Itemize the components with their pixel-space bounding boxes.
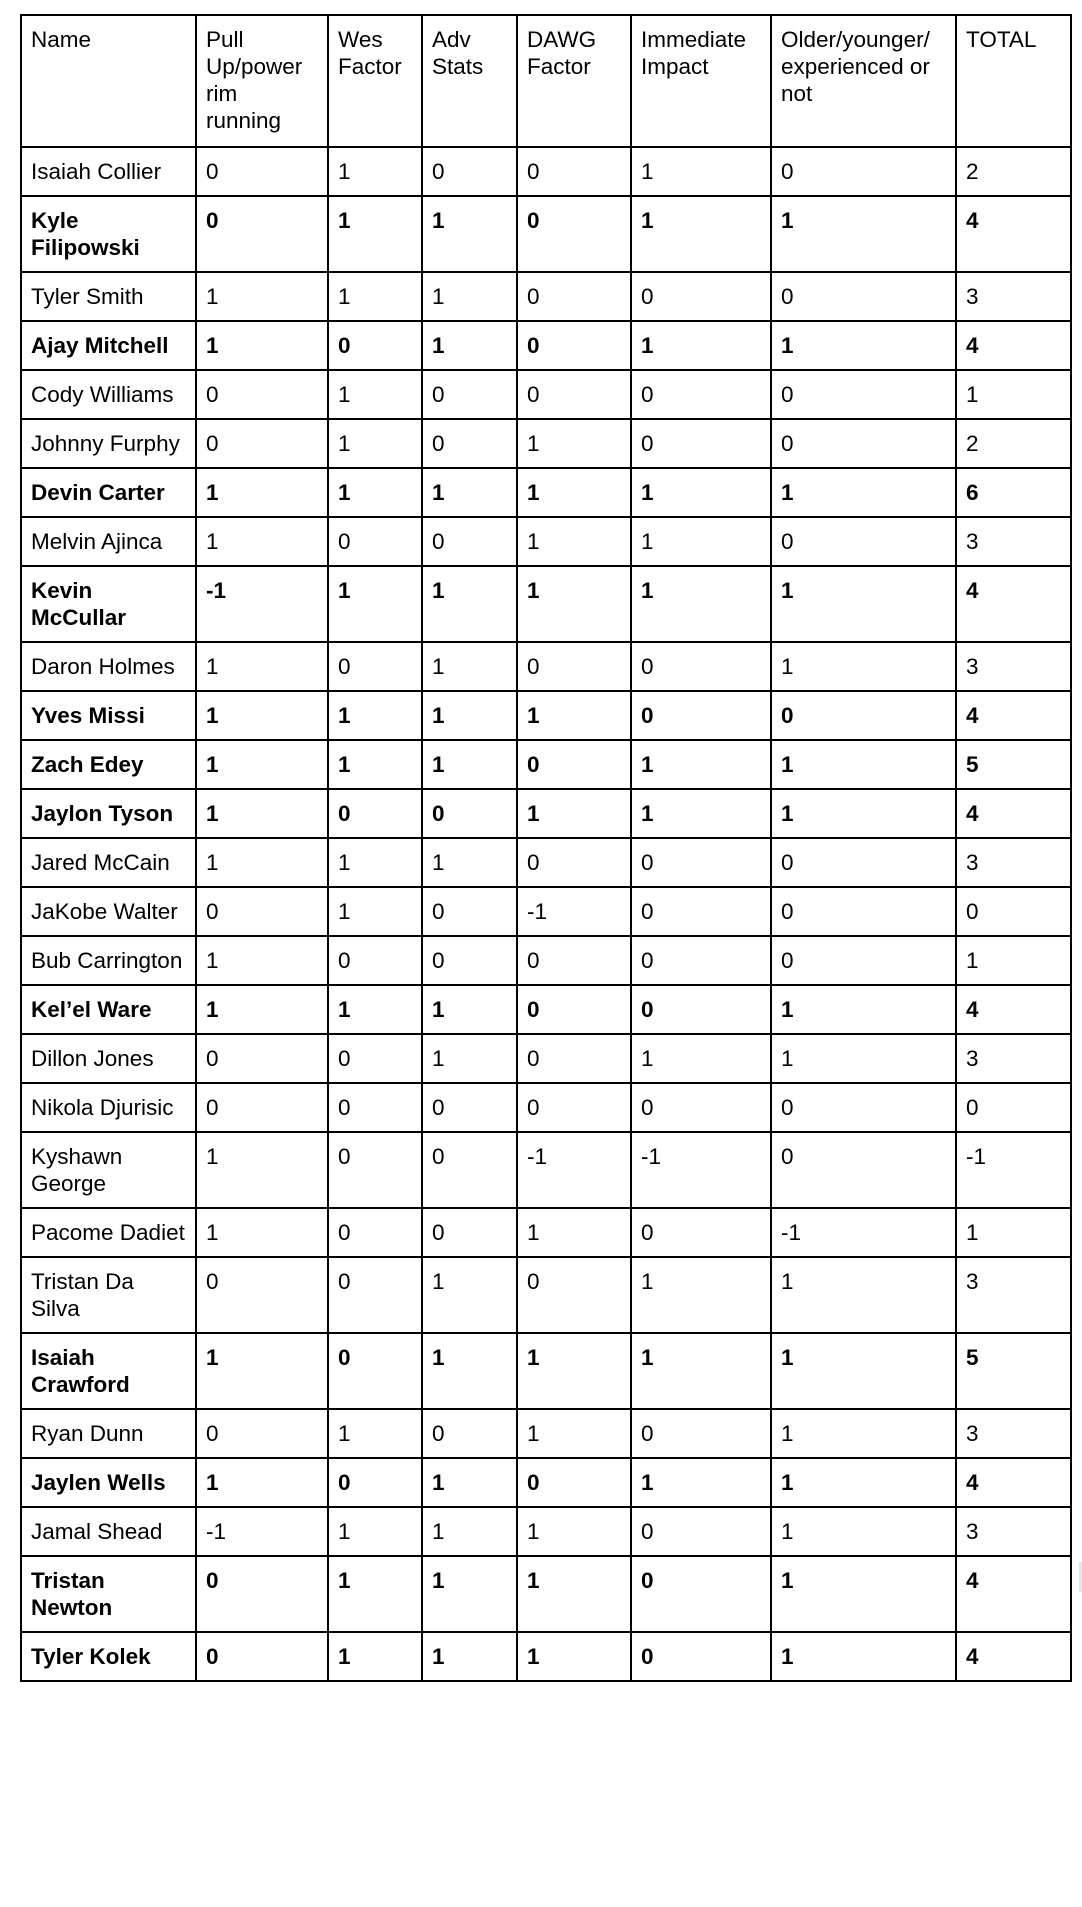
pull-up-cell: 0: [196, 196, 328, 272]
table-row: [21, 1034, 1071, 1083]
total-cell: 3: [956, 272, 1071, 321]
adv-stats-cell: 0: [422, 1083, 517, 1132]
experience-cell: 1: [771, 642, 956, 691]
wes-factor-cell: 0: [328, 1034, 422, 1083]
name-cell: Ajay Mitchell: [21, 321, 196, 370]
adv-stats-cell: 1: [422, 468, 517, 517]
pull-up-cell: 0: [196, 887, 328, 936]
pull-up-cell: 1: [196, 985, 328, 1034]
adv-stats-cell: 0: [422, 419, 517, 468]
experience-cell: 0: [771, 1083, 956, 1132]
pull-up-cell: 0: [196, 1632, 328, 1681]
table-row: [21, 740, 1071, 789]
total-cell: 4: [956, 1458, 1071, 1507]
table-row: [21, 147, 1071, 196]
immediate-impact-cell: 1: [631, 1034, 771, 1083]
wes-factor-cell: 1: [328, 1409, 422, 1458]
name-cell: Kevin McCullar: [21, 566, 196, 642]
header-total: TOTAL: [956, 15, 1071, 147]
header-immediate-impact: Immediate Impact: [631, 15, 771, 147]
total-cell: 4: [956, 321, 1071, 370]
adv-stats-cell: 1: [422, 196, 517, 272]
wes-factor-cell: 0: [328, 642, 422, 691]
experience-cell: 1: [771, 196, 956, 272]
wes-factor-cell: 0: [328, 789, 422, 838]
immediate-impact-cell: 0: [631, 838, 771, 887]
table-row: [21, 1409, 1071, 1458]
total-cell: 4: [956, 566, 1071, 642]
pull-up-cell: 1: [196, 1208, 328, 1257]
dawg-factor-cell: 0: [517, 1458, 631, 1507]
table-row: [21, 936, 1071, 985]
immediate-impact-cell: 1: [631, 789, 771, 838]
pull-up-cell: 1: [196, 272, 328, 321]
experience-cell: 1: [771, 789, 956, 838]
experience-cell: 0: [771, 272, 956, 321]
experience-cell: 0: [771, 936, 956, 985]
dawg-factor-cell: 1: [517, 517, 631, 566]
dawg-factor-cell: 0: [517, 985, 631, 1034]
immediate-impact-cell: 0: [631, 887, 771, 936]
adv-stats-cell: 0: [422, 147, 517, 196]
table-row: [21, 1208, 1071, 1257]
table-body: [21, 147, 1071, 1681]
table-row: [21, 838, 1071, 887]
dawg-factor-cell: 0: [517, 272, 631, 321]
name-cell: Yves Missi: [21, 691, 196, 740]
table-row: [21, 517, 1071, 566]
immediate-impact-cell: -1: [631, 1132, 771, 1208]
experience-cell: 1: [771, 1333, 956, 1409]
total-cell: 4: [956, 1556, 1071, 1632]
adv-stats-cell: 1: [422, 740, 517, 789]
wes-factor-cell: 0: [328, 321, 422, 370]
total-cell: 2: [956, 147, 1071, 196]
table-row: [21, 1458, 1071, 1507]
immediate-impact-cell: 0: [631, 1208, 771, 1257]
dawg-factor-cell: 0: [517, 1034, 631, 1083]
dawg-factor-cell: 1: [517, 1632, 631, 1681]
total-cell: -1: [956, 1132, 1071, 1208]
pull-up-cell: 1: [196, 642, 328, 691]
dawg-factor-cell: 1: [517, 1556, 631, 1632]
pull-up-cell: -1: [196, 1507, 328, 1556]
table-row: [21, 566, 1071, 642]
table-row: [21, 1132, 1071, 1208]
pull-up-cell: 0: [196, 419, 328, 468]
total-cell: 5: [956, 1333, 1071, 1409]
wes-factor-cell: 0: [328, 1083, 422, 1132]
immediate-impact-cell: 1: [631, 147, 771, 196]
immediate-impact-cell: 0: [631, 1409, 771, 1458]
draft-prospect-table: [20, 14, 1072, 1682]
immediate-impact-cell: 0: [631, 1083, 771, 1132]
table-row: [21, 887, 1071, 936]
total-cell: 1: [956, 1208, 1071, 1257]
experience-cell: 1: [771, 468, 956, 517]
experience-cell: 1: [771, 566, 956, 642]
table-row: [21, 1507, 1071, 1556]
adv-stats-cell: 0: [422, 1132, 517, 1208]
table-row: [21, 1632, 1071, 1681]
immediate-impact-cell: 0: [631, 419, 771, 468]
dawg-factor-cell: 0: [517, 1257, 631, 1333]
pull-up-cell: 0: [196, 1257, 328, 1333]
name-cell: Dillon Jones: [21, 1034, 196, 1083]
adv-stats-cell: 1: [422, 566, 517, 642]
immediate-impact-cell: 0: [631, 1632, 771, 1681]
experience-cell: 0: [771, 838, 956, 887]
name-cell: Cody Williams: [21, 370, 196, 419]
total-cell: 3: [956, 838, 1071, 887]
pull-up-cell: 0: [196, 1083, 328, 1132]
dawg-factor-cell: 1: [517, 1208, 631, 1257]
experience-cell: 1: [771, 1632, 956, 1681]
wes-factor-cell: 1: [328, 1632, 422, 1681]
immediate-impact-cell: 0: [631, 370, 771, 419]
experience-cell: 0: [771, 1132, 956, 1208]
table-row: [21, 1083, 1071, 1132]
experience-cell: 1: [771, 1507, 956, 1556]
name-cell: Tristan Newton: [21, 1556, 196, 1632]
table-row: [21, 642, 1071, 691]
adv-stats-cell: 0: [422, 789, 517, 838]
name-cell: Ryan Dunn: [21, 1409, 196, 1458]
experience-cell: 0: [771, 147, 956, 196]
total-cell: 0: [956, 887, 1071, 936]
adv-stats-cell: 1: [422, 1556, 517, 1632]
adv-stats-cell: 1: [422, 642, 517, 691]
experience-cell: 0: [771, 887, 956, 936]
wes-factor-cell: 1: [328, 566, 422, 642]
immediate-impact-cell: 1: [631, 740, 771, 789]
dawg-factor-cell: 0: [517, 196, 631, 272]
name-cell: Daron Holmes: [21, 642, 196, 691]
immediate-impact-cell: 0: [631, 936, 771, 985]
adv-stats-cell: 1: [422, 1507, 517, 1556]
name-cell: Devin Carter: [21, 468, 196, 517]
name-cell: Jared McCain: [21, 838, 196, 887]
table-row: [21, 985, 1071, 1034]
adv-stats-cell: 0: [422, 1208, 517, 1257]
dawg-factor-cell: 1: [517, 1409, 631, 1458]
total-cell: 3: [956, 517, 1071, 566]
wes-factor-cell: 1: [328, 272, 422, 321]
wes-factor-cell: 0: [328, 1132, 422, 1208]
dawg-factor-cell: 0: [517, 642, 631, 691]
adv-stats-cell: 1: [422, 838, 517, 887]
adv-stats-cell: 1: [422, 1458, 517, 1507]
name-cell: Jaylen Wells: [21, 1458, 196, 1507]
immediate-impact-cell: 0: [631, 1507, 771, 1556]
table-row: [21, 370, 1071, 419]
name-cell: Bub Carrington: [21, 936, 196, 985]
name-cell: Nikola Djurisic: [21, 1083, 196, 1132]
pull-up-cell: 1: [196, 1333, 328, 1409]
header-pull-up: Pull Up/power rim running: [196, 15, 328, 147]
dawg-factor-cell: 1: [517, 419, 631, 468]
table-row: [21, 789, 1071, 838]
name-cell: Isaiah Collier: [21, 147, 196, 196]
dawg-factor-cell: 1: [517, 1507, 631, 1556]
adv-stats-cell: 1: [422, 1333, 517, 1409]
immediate-impact-cell: 1: [631, 468, 771, 517]
table-row: [21, 1257, 1071, 1333]
pull-up-cell: 0: [196, 1556, 328, 1632]
wes-factor-cell: 1: [328, 1556, 422, 1632]
name-cell: Tyler Smith: [21, 272, 196, 321]
experience-cell: 1: [771, 1257, 956, 1333]
table-row: [21, 1556, 1071, 1632]
pull-up-cell: 0: [196, 1409, 328, 1458]
adv-stats-cell: 1: [422, 321, 517, 370]
experience-cell: 1: [771, 321, 956, 370]
adv-stats-cell: 0: [422, 370, 517, 419]
header-wes-factor: Wes Factor: [328, 15, 422, 147]
dawg-factor-cell: 0: [517, 740, 631, 789]
total-cell: 4: [956, 196, 1071, 272]
header-name: Name: [21, 15, 196, 147]
wes-factor-cell: 0: [328, 936, 422, 985]
total-cell: 3: [956, 1257, 1071, 1333]
wes-factor-cell: 1: [328, 468, 422, 517]
table-row: [21, 691, 1071, 740]
experience-cell: -1: [771, 1208, 956, 1257]
experience-cell: 0: [771, 370, 956, 419]
immediate-impact-cell: 1: [631, 196, 771, 272]
adv-stats-cell: 0: [422, 887, 517, 936]
experience-cell: 0: [771, 691, 956, 740]
name-cell: Jamal Shead: [21, 1507, 196, 1556]
pull-up-cell: 1: [196, 740, 328, 789]
name-cell: JaKobe Walter: [21, 887, 196, 936]
wes-factor-cell: 0: [328, 1257, 422, 1333]
name-cell: Jaylon Tyson: [21, 789, 196, 838]
header-adv-stats: Adv Stats: [422, 15, 517, 147]
total-cell: 0: [956, 1083, 1071, 1132]
total-cell: 3: [956, 1034, 1071, 1083]
immediate-impact-cell: 1: [631, 1257, 771, 1333]
total-cell: 5: [956, 740, 1071, 789]
immediate-impact-cell: 0: [631, 272, 771, 321]
experience-cell: 1: [771, 740, 956, 789]
immediate-impact-cell: 0: [631, 985, 771, 1034]
total-cell: 3: [956, 1507, 1071, 1556]
experience-cell: 1: [771, 1458, 956, 1507]
wes-factor-cell: 1: [328, 691, 422, 740]
pull-up-cell: 1: [196, 468, 328, 517]
pull-up-cell: 0: [196, 1034, 328, 1083]
adv-stats-cell: 1: [422, 691, 517, 740]
name-cell: Zach Edey: [21, 740, 196, 789]
table-row: [21, 468, 1071, 517]
pull-up-cell: 0: [196, 147, 328, 196]
wes-factor-cell: 1: [328, 740, 422, 789]
total-cell: 4: [956, 789, 1071, 838]
total-cell: 4: [956, 985, 1071, 1034]
name-cell: Isaiah Crawford: [21, 1333, 196, 1409]
total-cell: 4: [956, 1632, 1071, 1681]
adv-stats-cell: 1: [422, 1257, 517, 1333]
adv-stats-cell: 1: [422, 1632, 517, 1681]
pull-up-cell: 1: [196, 1132, 328, 1208]
name-cell: Kel’el Ware: [21, 985, 196, 1034]
dawg-factor-cell: 1: [517, 468, 631, 517]
wes-factor-cell: 1: [328, 887, 422, 936]
dawg-factor-cell: 0: [517, 838, 631, 887]
immediate-impact-cell: 1: [631, 321, 771, 370]
name-cell: Pacome Dadiet: [21, 1208, 196, 1257]
pull-up-cell: 1: [196, 517, 328, 566]
dawg-factor-cell: 0: [517, 370, 631, 419]
pull-up-cell: 1: [196, 936, 328, 985]
dawg-factor-cell: -1: [517, 887, 631, 936]
adv-stats-cell: 0: [422, 936, 517, 985]
dawg-factor-cell: 1: [517, 789, 631, 838]
immediate-impact-cell: 1: [631, 1458, 771, 1507]
total-cell: 1: [956, 370, 1071, 419]
wes-factor-cell: 1: [328, 419, 422, 468]
total-cell: 3: [956, 642, 1071, 691]
adv-stats-cell: 0: [422, 517, 517, 566]
experience-cell: 0: [771, 419, 956, 468]
wes-factor-cell: 0: [328, 1458, 422, 1507]
name-cell: Kyle Filipowski: [21, 196, 196, 272]
dawg-factor-cell: 1: [517, 1333, 631, 1409]
wes-factor-cell: 0: [328, 1333, 422, 1409]
experience-cell: 1: [771, 985, 956, 1034]
dawg-factor-cell: 1: [517, 691, 631, 740]
dawg-factor-cell: 0: [517, 147, 631, 196]
total-cell: 3: [956, 1409, 1071, 1458]
header-dawg-factor: DAWG Factor: [517, 15, 631, 147]
header-row: [21, 15, 1071, 147]
name-cell: Kyshawn George: [21, 1132, 196, 1208]
total-cell: 2: [956, 419, 1071, 468]
experience-cell: 0: [771, 517, 956, 566]
total-cell: 4: [956, 691, 1071, 740]
dawg-factor-cell: -1: [517, 1132, 631, 1208]
name-cell: Melvin Ajinca: [21, 517, 196, 566]
immediate-impact-cell: 0: [631, 691, 771, 740]
wes-factor-cell: 1: [328, 147, 422, 196]
immediate-impact-cell: 1: [631, 566, 771, 642]
adv-stats-cell: 1: [422, 1034, 517, 1083]
pull-up-cell: 1: [196, 321, 328, 370]
table-row: [21, 1333, 1071, 1409]
total-cell: 6: [956, 468, 1071, 517]
table-row: [21, 419, 1071, 468]
total-cell: 1: [956, 936, 1071, 985]
pull-up-cell: -1: [196, 566, 328, 642]
experience-cell: 1: [771, 1034, 956, 1083]
wes-factor-cell: 1: [328, 196, 422, 272]
dawg-factor-cell: 1: [517, 566, 631, 642]
immediate-impact-cell: 0: [631, 1556, 771, 1632]
table-row: [21, 272, 1071, 321]
wes-factor-cell: 0: [328, 517, 422, 566]
name-cell: Johnny Furphy: [21, 419, 196, 468]
adv-stats-cell: 1: [422, 272, 517, 321]
experience-cell: 1: [771, 1556, 956, 1632]
name-cell: Tyler Kolek: [21, 1632, 196, 1681]
adv-stats-cell: 0: [422, 1409, 517, 1458]
dawg-factor-cell: 0: [517, 321, 631, 370]
header-experience: Older/younger/ experienced or not: [771, 15, 956, 147]
pull-up-cell: 0: [196, 370, 328, 419]
pull-up-cell: 1: [196, 789, 328, 838]
wes-factor-cell: 0: [328, 1208, 422, 1257]
wes-factor-cell: 1: [328, 370, 422, 419]
wes-factor-cell: 1: [328, 838, 422, 887]
wes-factor-cell: 1: [328, 985, 422, 1034]
wes-factor-cell: 1: [328, 1507, 422, 1556]
immediate-impact-cell: 1: [631, 517, 771, 566]
table-row: [21, 321, 1071, 370]
pull-up-cell: 1: [196, 838, 328, 887]
name-cell: Tristan Da Silva: [21, 1257, 196, 1333]
pull-up-cell: 1: [196, 691, 328, 740]
immediate-impact-cell: 1: [631, 1333, 771, 1409]
dawg-factor-cell: 0: [517, 936, 631, 985]
table-row: [21, 196, 1071, 272]
pull-up-cell: 1: [196, 1458, 328, 1507]
experience-cell: 1: [771, 1409, 956, 1458]
adv-stats-cell: 1: [422, 985, 517, 1034]
dawg-factor-cell: 0: [517, 1083, 631, 1132]
immediate-impact-cell: 0: [631, 642, 771, 691]
